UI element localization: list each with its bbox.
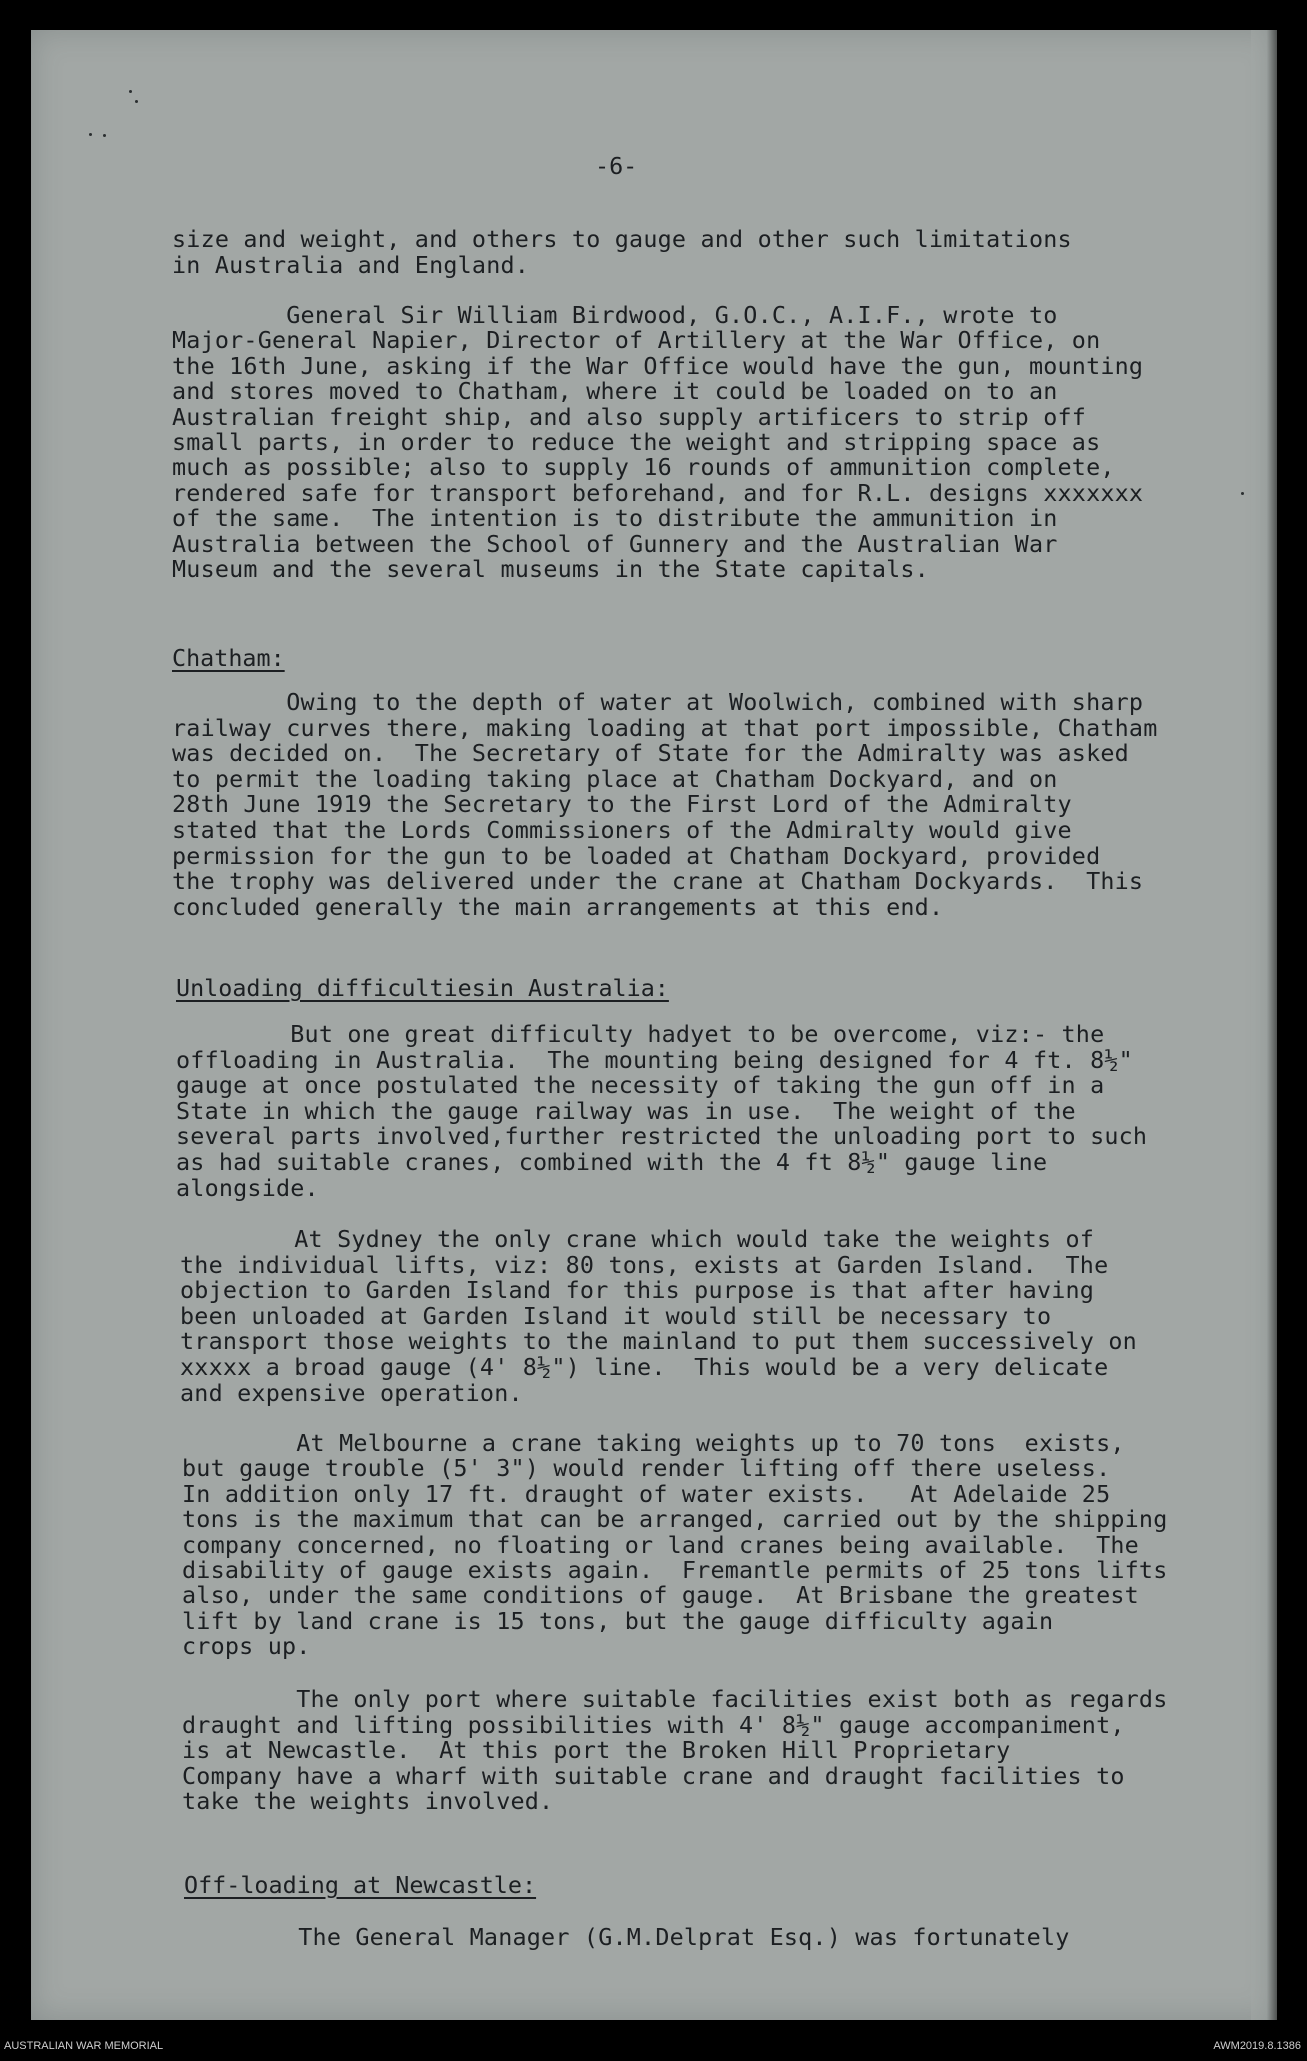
text-line: In addition only 17 ft. draught of water exists. At Adelaide 25 (182, 1479, 1111, 1508)
text-line: size and weight, and others to gauge and other such limitations (172, 225, 1072, 253)
text-line: offloading in Australia. The mounting being designed for 4 ft. 8½" (176, 1045, 1133, 1074)
text-line: State in which the gauge railway was in use. The weight of the (176, 1096, 1076, 1125)
text-line: permission for the gun to be loaded at Chatham Dockyard, provided (172, 841, 1101, 870)
text-line: to permit the loading taking place at Chatham Dockyard, and on (172, 764, 1058, 793)
text-line: was decided on. The Secretary of State for the Admiralty was asked (172, 739, 1129, 768)
text-line: been unloaded at Garden Island it would still be necessary to (180, 1301, 1052, 1330)
text-line: objection to Garden Island for this purpose is that after having (180, 1276, 1095, 1305)
text-line: as had suitable cranes, combined with the 4 ft 8½" gauge line (176, 1148, 1048, 1176)
text-line: gauge at once postulated the necessity of taking the gun off in a (176, 1071, 1105, 1100)
text-line: railway curves there, making loading at that port impossible, Chatham (172, 713, 1158, 742)
text-line: the trophy was delivered under the crane at Chatham Dockyards. This (172, 867, 1144, 896)
text-line: draught and lifting possibilities with 4' 8½" gauge accompaniment, (182, 1710, 1125, 1739)
text-line: the individual lifts, viz: 80 tons, exists at Garden Island. The (180, 1250, 1109, 1279)
text-line: lift by land crane is 15 tons, but the gauge difficulty again (182, 1606, 1054, 1635)
text-line: transport those weights to the mainland to put them successively on (180, 1327, 1137, 1356)
footer-archive-name: AUSTRALIAN WAR MEMORIAL (4, 2040, 164, 2052)
text-line: Museum and the several museums in the State capitals. (172, 555, 929, 583)
text-line: At Sydney the only crane which would take the weights of (180, 1225, 1095, 1253)
text-line: General Sir William Birdwood, G.O.C., A.I.F., wrote to (172, 301, 1058, 329)
text-line: crops up. (182, 1632, 311, 1661)
text-line: Australian freight ship, and also supply artificers to strip off (172, 402, 1087, 431)
heading-offloading-newcastle: Off-loading at Newcastle: (184, 1871, 537, 1899)
text-line: concluded generally the main arrangements at this end. (172, 892, 944, 921)
text-line: xxxxx a broad gauge (4' 8½") line. This would be a very delicate (180, 1353, 1109, 1381)
text-line: of the same. The intention is to distribute the ammunition in (172, 504, 1058, 533)
text-line: The only port where suitable facilities exist both as regards (182, 1685, 1168, 1713)
text-line: in Australia and England. (172, 250, 530, 279)
text-line: and stores moved to Chatham, where it could be loaded on to an (172, 377, 1058, 406)
page-number: -6- (595, 152, 638, 180)
text-line: much as possible; also to supply 16 rounds of ammunition complete, (172, 453, 1115, 482)
text-line: several parts involved,further restricted the unloading port to such (176, 1122, 1148, 1151)
text-line: stated that the Lords Commissioners of the Admiralty would give (172, 816, 1072, 844)
text-line: rendered safe for transport beforehand, and for R.L. designs xxxxxxx (172, 478, 1144, 507)
paper-speck (1241, 492, 1244, 495)
text-line: At Melbourne a crane taking weights up to 70 tons exists, (182, 1429, 1125, 1457)
text-line: company concerned, no floating or land cranes being available. The (182, 1530, 1139, 1559)
text-line: Owing to the depth of water at Woolwich, combined with sharp (172, 688, 1144, 716)
heading-unloading-difficulties: Unloading difficultiesin Australia: (176, 974, 669, 1002)
text-line: disability of gauge exists again. Fremantle permits of 25 tons lifts (182, 1556, 1168, 1584)
text-line: tons is the maximum that can be arranged, carried out by the shipping (182, 1505, 1168, 1534)
text-line: the 16th June, asking if the War Office would have the gun, mounting (172, 351, 1144, 380)
text-line: and expensive operation. (180, 1378, 523, 1407)
text-line: 28th June 1919 the Secretary to the First Lord of the Admiralty (172, 790, 1072, 819)
text-line: take the weights involved. (182, 1787, 554, 1816)
text-line: Major-General Napier, Director of Artillery at the War Office, on (172, 326, 1101, 355)
text-line: But one great difficulty hadyet to be overcome, viz:- the (176, 1020, 1105, 1048)
heading-chatham: Chatham: (172, 644, 285, 672)
text-line: is at Newcastle. At this port the Broken Hill Proprietary (182, 1736, 1011, 1765)
text-line: also, under the same conditions of gauge. At Brisbane the greatest (182, 1581, 1139, 1610)
text-line: Australia between the School of Gunnery and the Australian War (172, 529, 1058, 558)
text-line: Company have a wharf with suitable crane and draught facilities to (182, 1761, 1125, 1790)
text-line: The General Manager (G.M.Delprat Esq.) was fortunately (184, 1923, 1070, 1951)
text-line: small parts, in order to reduce the weight and stripping space as (172, 428, 1101, 456)
text-line: alongside. (176, 1173, 319, 1202)
text-line: but gauge trouble (5' 3") would render lifting off there useless. (182, 1454, 1111, 1483)
footer-reference: AWM2019.8.1386 (1213, 2040, 1301, 2052)
